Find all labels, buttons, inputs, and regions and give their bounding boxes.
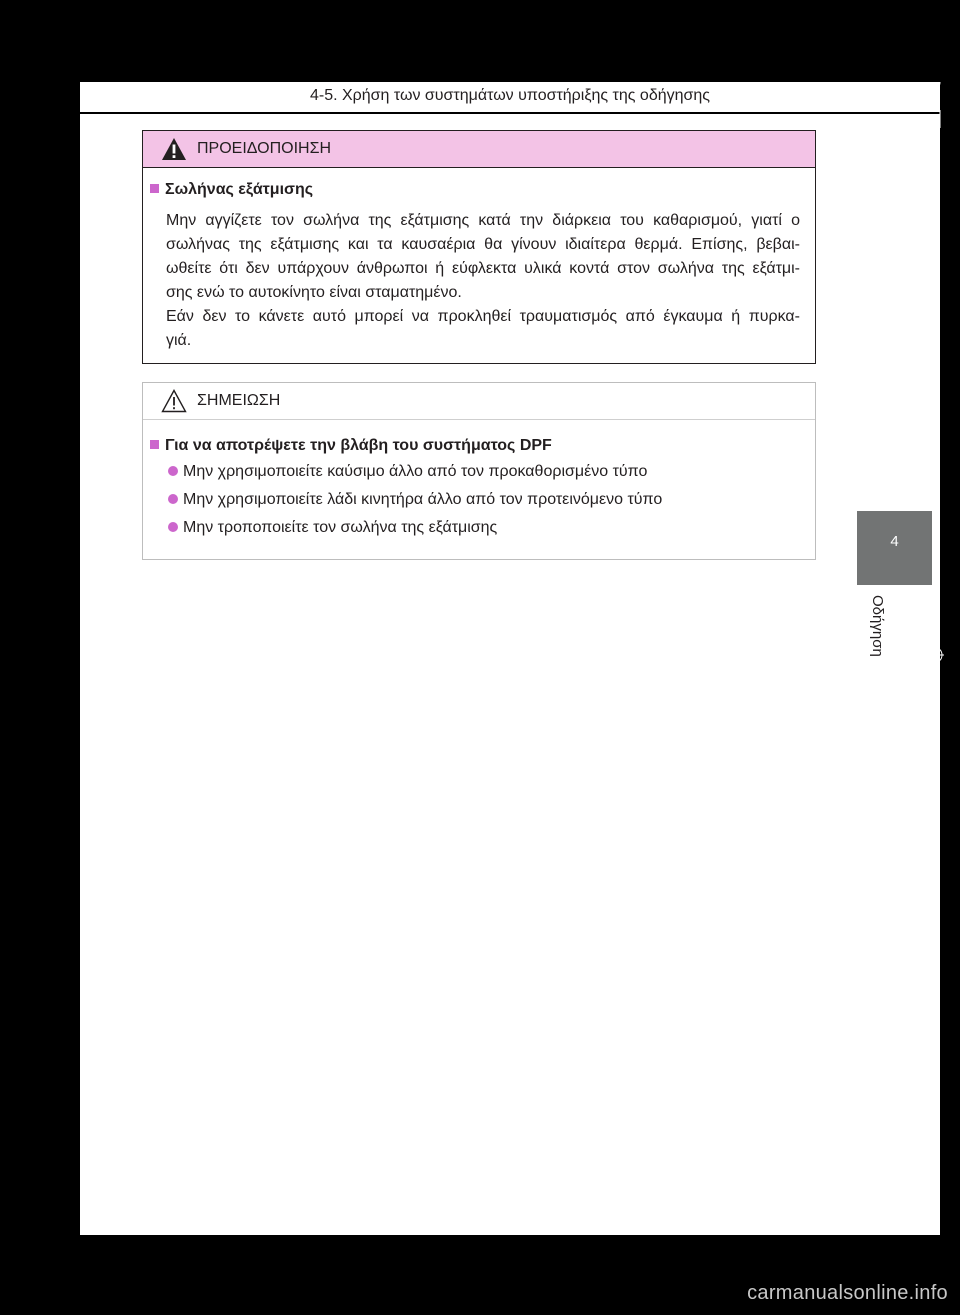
notice-section-title	[150, 437, 552, 455]
notice-box	[142, 382, 816, 560]
crop-mark-top	[924, 80, 944, 130]
notice-bullet	[168, 519, 497, 537]
chapter-label: Οδήγηση	[869, 595, 886, 657]
registration-mark-right	[918, 600, 944, 710]
chapter-tab	[857, 511, 932, 585]
notice-bullet	[168, 491, 662, 509]
warning-triangle-icon	[161, 137, 187, 166]
warning-box	[142, 130, 816, 364]
warning-line-6: γιά.	[166, 332, 192, 349]
warning-header	[143, 131, 815, 168]
notice-bullet-text: Μην χρησιμοποιείτε καύσιμο άλλο από τον προκαθορισμένο τύπο	[183, 463, 648, 480]
circle-bullet-icon	[168, 494, 178, 504]
notice-bullet-text: Μην χρησιμοποιείτε λάδι κινητήρα άλλο από τον προτεινόμενο τύπο	[183, 491, 663, 508]
warning-label: ΠΡΟΕΙΔΟΠΟΙΗΣΗ	[197, 140, 332, 157]
square-bullet-icon	[150, 440, 159, 449]
page-header-title: 4-5. Χρήση των συστημάτων υποστήριξης της οδήγησης	[309, 87, 711, 104]
watermark: carmanualsonline.info	[747, 1282, 948, 1304]
warning-line-3: ωθείτε ότι δεν υπάρχουν άνθρωποι ή εύφλεκτα υλικά κοντά στον σωλήνα της εξάτμι-	[166, 260, 800, 277]
warning-section-title	[150, 181, 313, 199]
page-header	[80, 82, 940, 114]
manual-page	[80, 82, 940, 1235]
notice-section-title-text: Για να αποτρέψετε την βλάβη του συστήματος DPF	[165, 437, 552, 454]
notice-bullet	[168, 463, 647, 481]
warning-line-5: Εάν δεν το κάνετε αυτό μπορεί να προκληθεί τραυματισμός από έγκαυμα ή πυρκα-	[166, 308, 800, 325]
square-bullet-icon	[150, 184, 159, 193]
chapter-number: 4	[890, 533, 899, 550]
circle-bullet-icon	[168, 522, 178, 532]
caution-triangle-icon	[161, 389, 187, 418]
notice-header	[143, 383, 815, 420]
warning-line-4: σης ενώ το αυτοκίνητο είναι σταματημένο.	[166, 284, 462, 301]
warning-section-title-text: Σωλήνας εξάτμισης	[165, 181, 314, 198]
notice-bullet-text: Μην τροποποιείτε τον σωλήνα της εξάτμισης	[183, 519, 498, 536]
crop-mark-bottom	[918, 1185, 944, 1240]
warning-line-2: σωλήνας της εξάτμισης και τα καυσαέρια θα γίνουν ιδιαίτερα θερμά. Επίσης, βεβαι-	[166, 236, 800, 253]
warning-line-1: Μην αγγίζετε τον σωλήνα της εξάτμισης κατά την διάρκεια του καθαρισμού, γιατί ο	[166, 212, 800, 229]
notice-label: ΣΗΜΕΙΩΣΗ	[197, 392, 281, 409]
circle-bullet-icon	[168, 466, 178, 476]
